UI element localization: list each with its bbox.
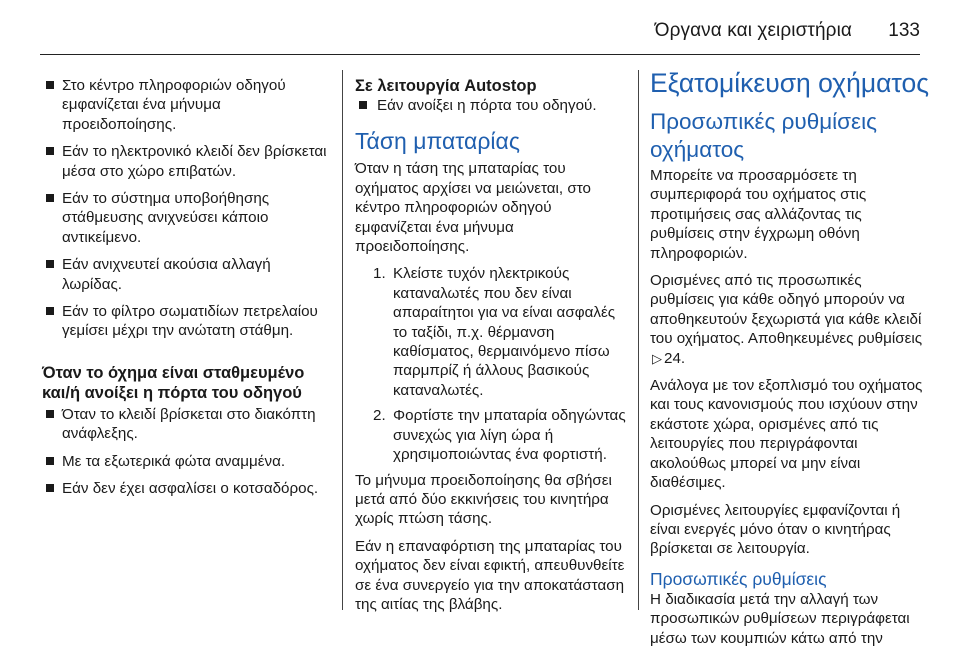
column-3: [650, 68, 930, 656]
list-item: Όταν το κλειδί βρίσκεται στο διακόπτη ανάφλεξης.: [42, 405, 332, 444]
paragraph-with-ref: [650, 271, 925, 368]
section-heading-autostop: Σε λειτουργία Autostop: [355, 77, 537, 95]
page-header: [0, 0, 960, 60]
paragraph: Όταν η τάση της μπαταρίας του οχήματος αρχίσει να μειώνεται, στο κέντρο πληροφοριών οδηγού εμφανίζεται ένα μήνυμα προειδοποίησης.: [355, 160, 591, 256]
paragraph-text: Ορισμένες από τις προσωπικές ρυθμίσεις για κάθε οδηγό μπορούν να αποθηκευτούν ξεχωριστά για κάθε κλειδί του οχήματος. Αποθηκευμένες ρυθμίσεις: [650, 272, 923, 348]
list-item: Στο κέντρο πληροφοριών οδηγού εμφανίζεται ένα μήνυμα προειδοποίησης.: [42, 76, 332, 134]
column-2: [355, 76, 627, 622]
page-number: 133: [888, 20, 920, 41]
paragraph: Ανάλογα με τον εξοπλισμό του οχήματος και τους κανονισμούς που ισχύουν στην εκάστοτε χώρα, ορισμένες από τις λειτουργίες που περιγράφονται ακολούθως μπορεί να μην είναι διαθέσιμες.: [650, 377, 923, 492]
subsection-heading-settings: Προσωπικές ρυθμίσεις οχήματος: [650, 109, 877, 162]
paragraph: Το μήνυμα προειδοποίησης θα σβήσει μετά από δύο εκκινήσεις του κινητήρα χωρίς πτώση τάσης.: [355, 471, 612, 528]
step-item: [355, 264, 627, 400]
header-divider: [40, 54, 920, 55]
list-item: Με τα εξωτερικά φώτα αναμμένα.: [42, 452, 332, 471]
paragraph: Εάν η επαναφόρτιση της μπαταρίας του οχήματος δεν είναι εφικτή, απευθυνθείτε σε ένα συνεργείο για την αποκατάσταση της αιτίας της βλάβης.: [355, 537, 625, 613]
list-item: Εάν δεν έχει ασφαλίσει ο κοτσαδόρος.: [42, 479, 332, 498]
step-text: Κλείστε τυχόν ηλεκτρικούς καταναλωτές που δεν είναι απαραίτητοι για να είναι ασφαλές το ταξίδι, π.χ. θέρμανση καθίσματος, θερμαινόμενο πίσω παρμπρίζ ή άλλους βασικούς καταναλωτές.: [393, 265, 616, 399]
warning-list-a: [42, 76, 332, 341]
chapter-title: Όργανα και χειριστήρια: [654, 20, 852, 41]
warning-list-b: [42, 405, 332, 499]
list-item: Εάν το φίλτρο σωματιδίων πετρελαίου γεμίσει μέχρι την ανώτατη στάθμη.: [42, 302, 332, 341]
list-item: Εάν το σύστημα υποβοήθησης στάθμευσης ανιχνεύσει κάποιο αντικείμενο.: [42, 189, 332, 247]
list-item: Εάν ανιχνευτεί ακούσια αλλαγή λωρίδας.: [42, 255, 332, 294]
autostop-list: [355, 96, 627, 115]
list-item: Εάν το ηλεκτρονικό κλειδί δεν βρίσκεται μέσα στο χώρο επιβατών.: [42, 142, 332, 181]
step-item: [355, 406, 627, 464]
list-item: Εάν ανοίξει η πόρτα του οδηγού.: [355, 96, 627, 115]
step-number: 2.: [373, 407, 386, 425]
section-heading-parked: Όταν το όχημα είναι σταθμευμένο και/ή ανοίξει η πόρτα του οδηγού: [42, 363, 305, 402]
step-number: 1.: [373, 265, 386, 283]
paragraph: Μπορείτε να προσαρμόσετε τη συμπεριφορά του οχήματος στις προτιμήσεις σας αλλάζοντας τις ρυθμίσεις στην έγχρωμη οθόνη πληροφοριών.: [650, 167, 867, 262]
triangle-ref-icon: ▷: [652, 350, 662, 366]
step-text: Φορτίστε την μπαταρία οδηγώντας συνεχώς για λίγη ώρα ή χρησιμοποιώντας ένα φορτιστή.: [393, 407, 626, 464]
paragraph: Ορισμένες λειτουργίες εμφανίζονται ή είναι ενεργές μόνο όταν ο κινητήρας βρίσκεται σε λειτουργία.: [650, 501, 901, 558]
section-heading-battery: Τάση μπαταρίας: [355, 128, 520, 155]
subsection-heading-personal: Προσωπικές ρυθμίσεις: [650, 568, 827, 589]
page-ref[interactable]: 24.: [664, 349, 686, 367]
battery-steps: [355, 264, 627, 464]
column-divider-1: [342, 70, 343, 610]
column-divider-2: [638, 70, 639, 610]
column-1: [42, 76, 332, 507]
section-heading-personalization: Εξατομίκευση οχήματος: [650, 68, 930, 98]
paragraph: Η διαδικασία μετά την αλλαγή των προσωπικών ρυθμίσεων περιγράφεται μέσω των κουμπιών κάτω από την: [650, 590, 910, 647]
